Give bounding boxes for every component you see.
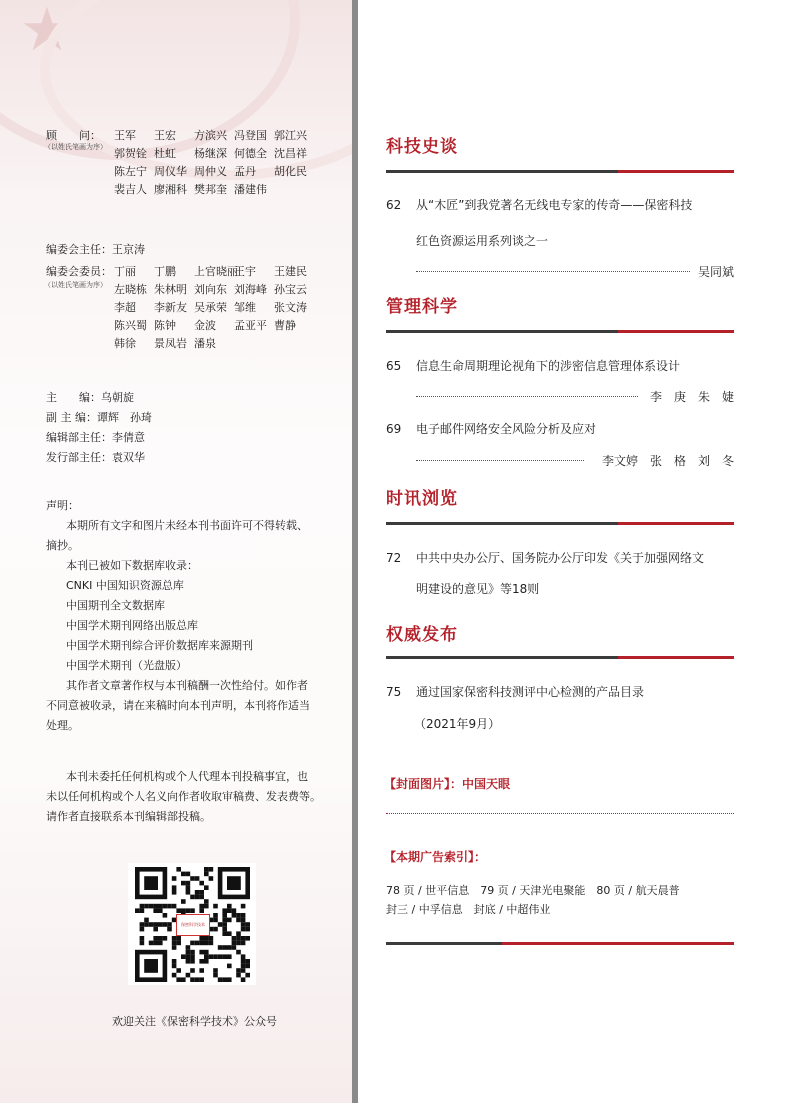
- ad-index-line: 78 页 / 世平信息 79 页 / 天津光电聚能 80 页 / 航天晨普: [386, 884, 680, 897]
- toc-entry-75[interactable]: 75 通过国家保密科技测评中心检测的产品目录: [386, 685, 645, 699]
- advisors-list: 王军 王宏 方滨兴 冯登国 郭江兴 郭贺铨 杜虹 杨继深 何德全 沈昌祥 陈左宁 周仪华 周仲义 孟丹 胡化民 裴吉人 廖湘科 樊邦奎 潘建伟: [114, 129, 307, 196]
- committee-list: 丁丽 丁鹏 上官晓丽王宇 王建民 左晓栋 朱林明 刘向东 刘海峰 孙宝云 李超 李新友 吴承荣 邹维 张文涛 陈兴蜀 陈钟 金波 孟亚平 曹静 韩徐 景凤岩 潘泉: [114, 265, 307, 350]
- advisors-label: 顾 问：: [46, 129, 101, 142]
- toc-entry-62[interactable]: 62 从“木匠”到我党著名无线电专家的传奇——保密科技: [386, 198, 693, 212]
- committee-director-label: 编委会主任：王京涛: [46, 243, 145, 256]
- section-title-history: 科技史谈: [386, 137, 458, 157]
- ad-index-line: 封三 / 中孚信息 封底 / 中超伟业: [386, 903, 551, 916]
- toc-entry-65[interactable]: 65 信息生命周期理论视角下的涉密信息管理体系设计: [386, 359, 681, 373]
- toc-entry-72[interactable]: 72 中共中央办公厅、国务院办公厅印发《关于加强网络文: [386, 551, 705, 565]
- section-title-news: 时讯浏览: [386, 489, 458, 509]
- qr-caption: 欢迎关注《保密科学技术》公众号: [112, 1015, 277, 1028]
- qr-center-badge: 保密科学技术: [176, 914, 210, 936]
- page-divider: [352, 0, 358, 1103]
- dotted-separator: [386, 813, 734, 814]
- cover-value: 中国天眼: [462, 777, 511, 791]
- section-rule: [386, 656, 734, 659]
- editorial-staff: 主 编：乌朝旋 副 主 编：谭辉 孙琦 编辑部主任：李倩意 发行部主任：袁双华: [46, 391, 152, 464]
- wechat-qr-code: [128, 863, 256, 985]
- committee-members-label: 编委会委员：: [46, 265, 112, 278]
- masthead-panel: [0, 0, 352, 1103]
- star-emblem-icon: ★: [20, 0, 74, 65]
- toc-author: 李 庚 朱 婕: [649, 390, 734, 404]
- toc-entry-69[interactable]: 69 电子邮件网络安全风险分析及应对: [386, 422, 597, 436]
- toc-entry-75-cont: （2021年9月）: [414, 717, 501, 731]
- ad-index-label: 【本期广告索引】：: [384, 850, 487, 864]
- toc-author: 李文婷 张 格 刘 冬: [601, 454, 734, 468]
- cover-label: 【封面图片】：: [384, 777, 463, 791]
- section-title-release: 权威发布: [386, 625, 458, 645]
- advisors-order-note: （以姓氏笔画为序）: [44, 143, 107, 151]
- bottom-rule: [386, 942, 734, 945]
- section-rule: [386, 330, 734, 333]
- section-rule: [386, 170, 734, 173]
- leader-dots: [416, 395, 638, 397]
- submission-notice: 本刊未委托任何机构或个人代理本刊投稿事宜，也 未以任何机构或个人名义向作者收取审稿费、发表费等。 请作者直接联系本刊编辑部投稿。: [46, 770, 321, 823]
- leader-dots: [416, 270, 690, 272]
- copyright-statement: 声明： 本期所有文字和图片未经本刊书面许可不得转载、 摘抄。 本刊已被如下数据库收录： CNKI 中国知识资源总库 中国期刊全文数据库 中国学术期刊网络出版总库 中国学术期刊综合评价数据库来源期刊 中国学术期刊（光盘版） 其作者文章著作权与本刊稿酬一次性给付。如作者 不同意被收录，请在来稿时向本刊声明，本刊将作适当 处理。: [46, 499, 310, 732]
- toc-entry-72-cont: 明建设的意见》等18则: [416, 582, 540, 596]
- toc-entry-62-cont: 红色资源运用系列谈之一: [416, 234, 549, 248]
- toc-author: 吴同斌: [697, 265, 734, 279]
- section-title-management: 管理科学: [386, 297, 458, 317]
- cover-info: [384, 773, 510, 792]
- leader-dots: [416, 459, 584, 461]
- committee-order-note: （以姓氏笔画为序）: [44, 281, 107, 289]
- section-rule: [386, 522, 734, 525]
